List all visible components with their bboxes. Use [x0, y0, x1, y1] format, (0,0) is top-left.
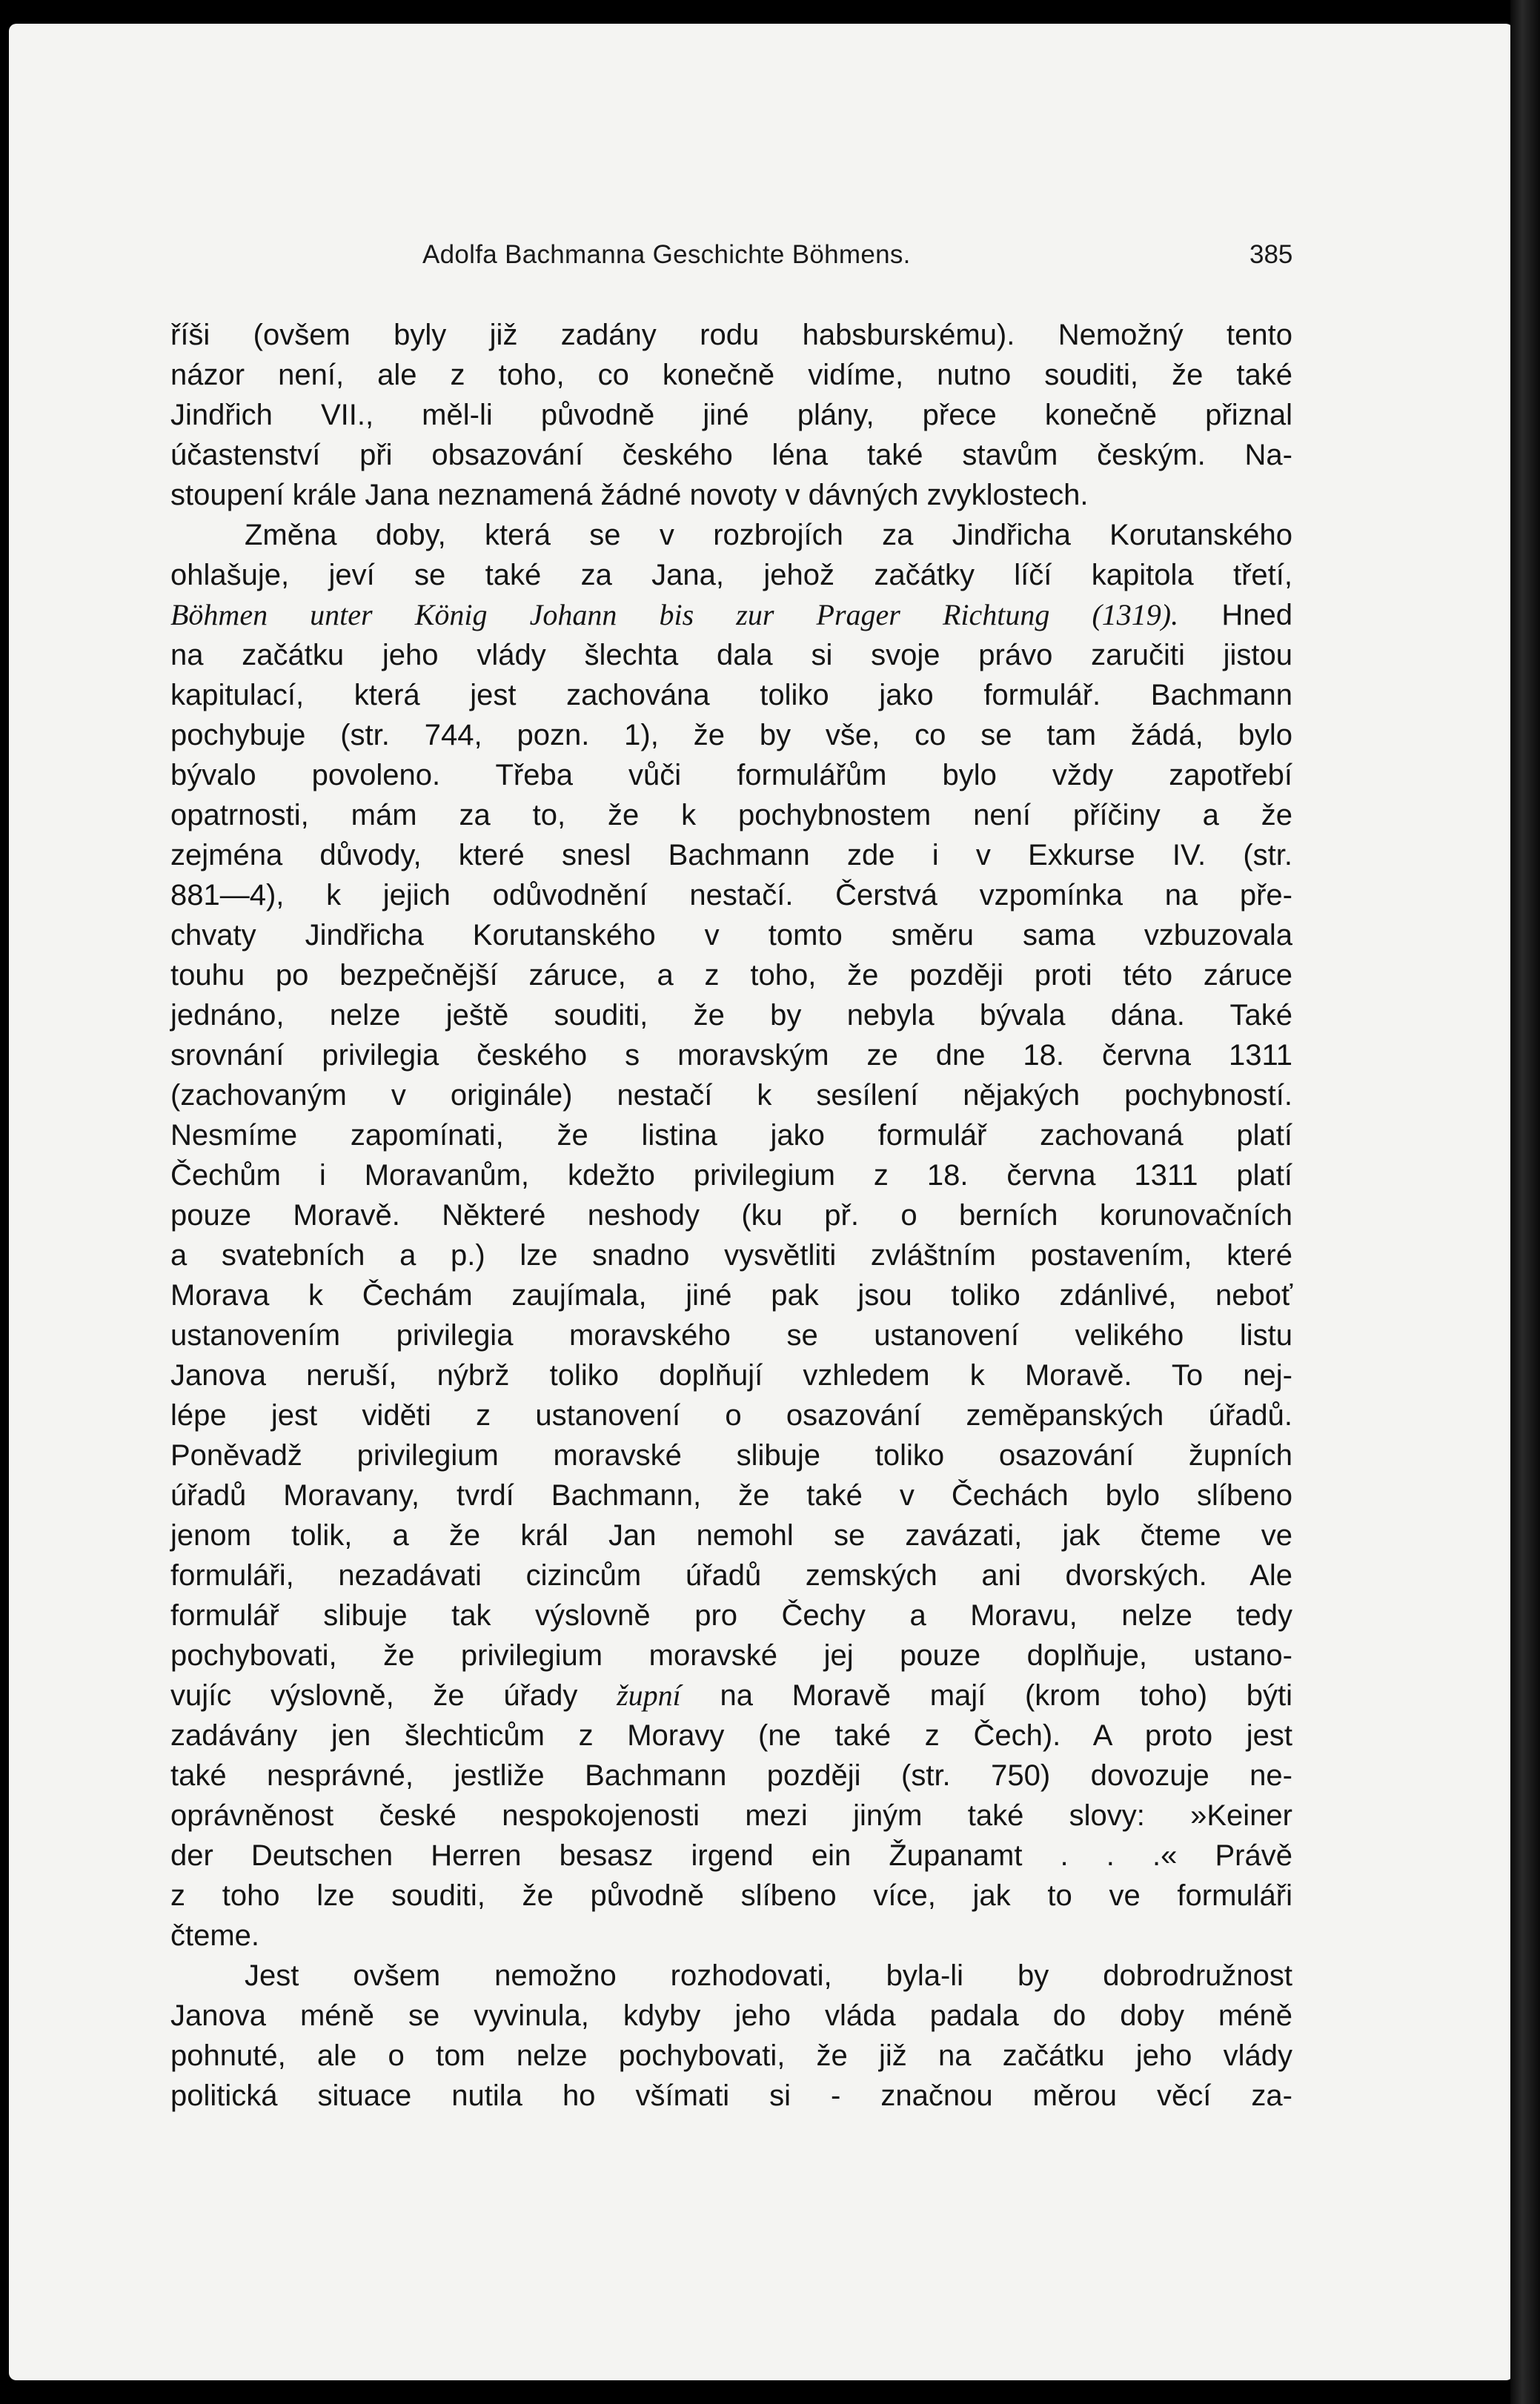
- text-line-italic-title: [170, 595, 1292, 635]
- text-line: zadávány jen šlechticům z Moravy (ne také z Čech). A proto jest: [170, 1719, 1292, 1752]
- text-line: zejména důvody, které snesl Bachmann zde i v Exkurse IV. (str.: [170, 839, 1292, 871]
- text-line: touhu po bezpečnější záruce, a z toho, že později proti této záruce: [170, 959, 1292, 992]
- text-line: kapitulací, která jest zachována toliko jako formulář. Bachmann: [170, 679, 1292, 711]
- text-line: Janova neruší, nýbrž toliko doplňují vzhledem k Moravě. To nej-: [170, 1359, 1292, 1392]
- text-line: a svatebních a p.) lze snadno vysvětliti zvláštním postavením, které: [170, 1239, 1292, 1272]
- text-line: Janova méně se vyvinula, kdyby jeho vláda padala do doby méně: [170, 1999, 1292, 2032]
- text-line: Čechům i Moravanům, kdežto privilegium z 18. června 1311 platí: [170, 1159, 1292, 1192]
- text-line: úřadů Moravany, tvrdí Bachmann, že také v Čechách bylo slíbeno: [170, 1479, 1292, 1512]
- text-fragment: na Moravě mají (krom toho) býti: [680, 1679, 1292, 1712]
- text-line: Poněvadž privilegium moravské slibuje toliko osazování župních: [170, 1439, 1292, 1472]
- text-line: bývalo povoleno. Třeba vůči formulářům bylo vždy zapotřebí: [170, 759, 1292, 791]
- text-line: říši (ovšem byly již zadány rodu habsburskému). Nemožný tento: [170, 319, 1292, 351]
- paragraph-start: Jest ovšem nemožno rozhodovati, byla-li by dobrodružnost: [245, 1959, 1292, 1992]
- text-line: jenom tolik, a že král Jan nemohl se zavázati, jak čteme ve: [170, 1519, 1292, 1552]
- text-line: Jindřich VII., měl-li původně jiné plány, přece konečně přiznal: [170, 399, 1292, 431]
- text-line: pouze Moravě. Některé neshody (ku př. o berních korunovačních: [170, 1199, 1292, 1232]
- text-line: pochybuje (str. 744, pozn. 1), že by vše, co se tam žádá, bylo: [170, 719, 1292, 751]
- text-line: účastenství při obsazování českého léna také stavům českým. Na-: [170, 439, 1292, 471]
- text-line: lépe jest viděti z ustanovení o osazování zeměpanských úřadů.: [170, 1399, 1292, 1432]
- italic-book-title: Böhmen unter König Johann bis zur Prager Richtung (1319).: [170, 598, 1179, 631]
- text-line: z toho lze souditi, že původně slíbeno více, jak to ve formuláři: [170, 1879, 1292, 1912]
- text-line-italic-word: [170, 1676, 1292, 1716]
- italic-word: župní: [617, 1679, 681, 1712]
- text-line: formuláři, nezadávati cizincům úřadů zemských ani dvorských. Ale: [170, 1559, 1292, 1592]
- paragraph-start: Změna doby, která se v rozbrojích za Jindřicha Korutanského: [245, 519, 1292, 551]
- text-line: Nesmíme zapomínati, že listina jako formulář zachovaná platí: [170, 1119, 1292, 1152]
- text-line: také nesprávné, jestliže Bachmann později (str. 750) dovozuje ne-: [170, 1759, 1292, 1792]
- text-line: názor není, ale z toho, co konečně vidíme, nutno souditi, že také: [170, 359, 1292, 391]
- text-fragment: Hned: [1178, 599, 1292, 631]
- text-line: 881—4), k jejich odůvodnění nestačí. Čerstvá vzpomínka na pře-: [170, 879, 1292, 912]
- text-line: Morava k Čechám zaujímala, jiné pak jsou toliko zdánlivé, neboť: [170, 1279, 1292, 1312]
- text-line: politická situace nutila ho všímati si - značnou měrou věcí za-: [170, 2079, 1292, 2112]
- text-line: formulář slibuje tak výslovně pro Čechy a Moravu, nelze tedy: [170, 1599, 1292, 1632]
- text-line: chvaty Jindřicha Korutanského v tomto směru sama vzbuzovala: [170, 919, 1292, 952]
- text-line: der Deutschen Herren besasz irgend ein Županamt . . .« Právě: [170, 1839, 1292, 1872]
- text-line: ustanovením privilegia moravského se ustanovení velikého listu: [170, 1319, 1292, 1352]
- text-line: (zachovaným v originále) nestačí k sesílení nějakých pochybností.: [170, 1079, 1292, 1112]
- text-line: pochybovati, že privilegium moravské jej pouze doplňuje, ustano-: [170, 1639, 1292, 1672]
- text-fragment: vujíc výslovně, že úřady: [170, 1679, 617, 1712]
- text-line: jednáno, nelze ještě souditi, že by nebyla bývala dána. Také: [170, 999, 1292, 1032]
- text-line: oprávněnost české nespokojenosti mezi jiným také slovy: »Keiner: [170, 1799, 1292, 1832]
- text-line: čteme.: [170, 1919, 260, 1952]
- running-title: Adolfa Bachmanna Geschichte Böhmens.: [422, 240, 911, 269]
- text-line: ohlašuje, jeví se také za Jana, jehož začátky líčí kapitola třetí,: [170, 559, 1292, 591]
- text-line: stoupení krále Jana neznamená žádné novoty v dávných zvyklostech.: [170, 479, 1089, 511]
- text-line: srovnání privilegia českého s moravským ze dne 18. června 1311: [170, 1039, 1292, 1072]
- scan-edge: [1510, 0, 1540, 2404]
- page-number: 385: [1249, 240, 1293, 269]
- text-line: pohnuté, ale o tom nelze pochybovati, že již na začátku jeho vlády: [170, 2039, 1292, 2072]
- text-line: opatrnosti, mám za to, že k pochybnostem není příčiny a že: [170, 799, 1292, 831]
- text-line: na začátku jeho vlády šlechta dala si svoje právo zaručiti jistou: [170, 639, 1292, 671]
